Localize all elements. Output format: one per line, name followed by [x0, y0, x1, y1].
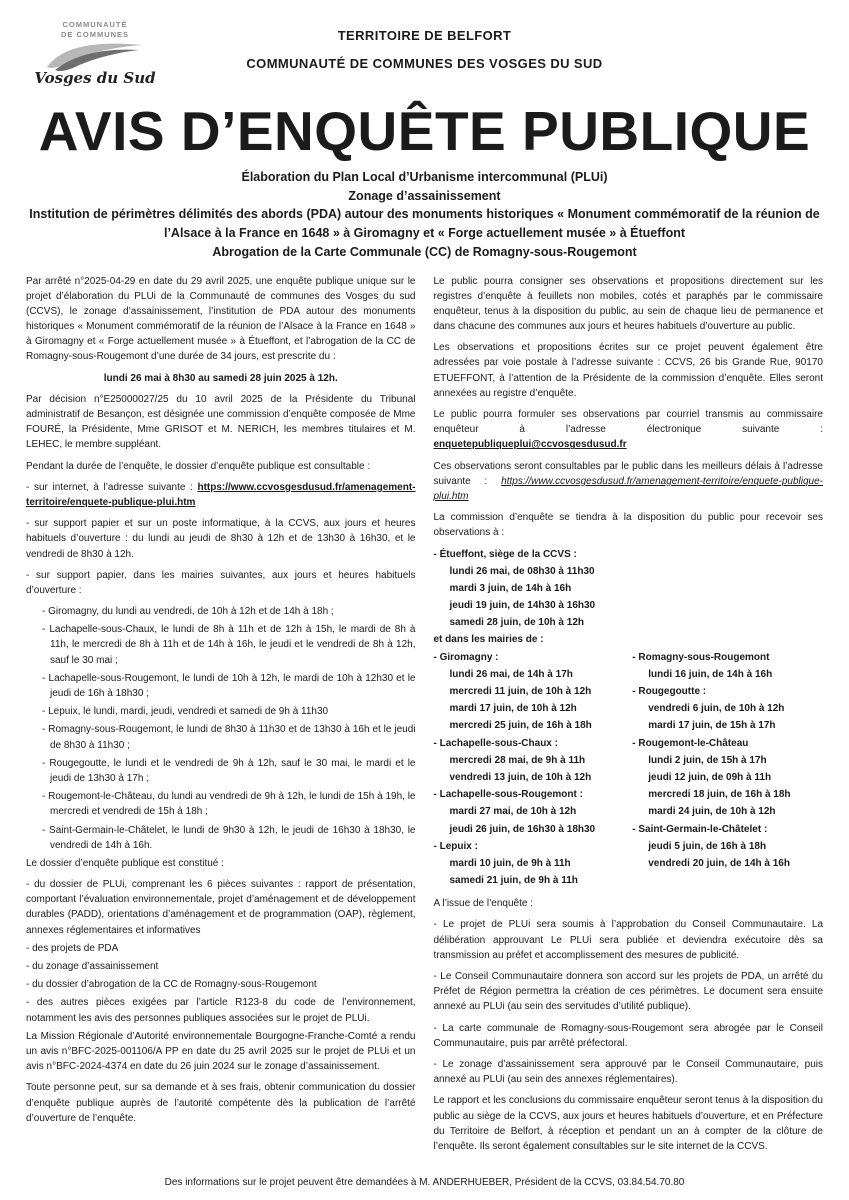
dossier-items-list — [26, 877, 416, 1026]
logo-org-line2: DE COMMUNES — [60, 29, 130, 39]
lachapelle-sous-chaux-time: mercredi 28 mai, de 9h à 11h — [449, 754, 586, 766]
venue-lachapelle-sous-rougemont: - Lachapelle-sous-Rougemont : — [433, 789, 583, 801]
paragraph-consultables — [434, 459, 824, 505]
rougegoutte-time: vendredi 6 juin, de 10h à 12h — [648, 703, 785, 715]
masthead — [26, 20, 823, 98]
issue-item-zonage: - Le zonage d’assainissement sera approuvé par le Conseil Communautaire, puis annexé au PLUi (au sein des annexes réglementaires). — [433, 1058, 823, 1086]
lachapelle-sous-rougemont-time: jeudi 26 juin, de 16h30 à 18h30 — [449, 823, 596, 835]
list-item-rougemont-le-chateau: - Rougemont-le-Château, du lundi au vendredi de 9h à 12h, le lundi de 15h à 19h, le mercredi et vendredi de 15h à 18h ; — [42, 791, 416, 818]
wave-swoosh-icon — [43, 41, 147, 71]
two-column-body — [26, 274, 823, 1161]
etueffont-time: lundi 26 mai, de 08h30 à 11h30 — [449, 565, 595, 577]
lepuix-time: samedi 21 juin, de 9h à 11h — [449, 875, 578, 887]
venue-etueffont: - Étueffont, siège de la CCVS : — [433, 548, 577, 560]
paragraph-issue-intro: A l’issue de l’enquête : — [433, 898, 534, 910]
subtitle-pda: Institution de périmètres délimités des abords (PDA) autour des monuments historiques « Monument commémoratif de la réunion de l’Alsace à la France en 1648 » à Giromagny et « Forge actuellement musée » à Étueffont — [29, 207, 820, 240]
saint-germain-time: vendredi 20 juin, de 14h à 16h — [648, 857, 790, 869]
rougemont-le-chateau-time: mercredi 18 juin, de 16h à 18h — [648, 789, 791, 801]
commission-schedule — [434, 547, 824, 891]
header-community: COMMUNAUTÉ DE COMMUNES DES VOSGES DU SUD — [246, 56, 603, 71]
dossier-item-pda: - des projets de PDA — [26, 942, 119, 954]
left-column — [26, 274, 416, 1161]
giromagny-time: mercredi 25 juin, de 16h à 18h — [449, 720, 592, 732]
schedule-subcolumns — [434, 650, 824, 891]
paragraph-communication: Toute personne peut, sur sa demande et à ses frais, obtenir communication du dossier d’enquête publique auprès de l’autorité compétente dès la publication de l’arrêté d’ouverture de l’enquête. — [26, 1082, 416, 1124]
bullet-papier-mairies: - sur support papier, dans les mairies suivantes, aux jours et heures habituels d’ouverture : — [26, 569, 416, 596]
inquiry-dates: lundi 26 mai à 8h30 au samedi 28 juin 2025 à 12h. — [103, 372, 338, 384]
footer-contact: Des informations sur le projet peuvent être demandées à M. ANDERHUEBER, Président de la CCVS, 03.84.54.70.80 — [164, 1177, 685, 1188]
paragraph-arrete: Par arrêté n°2025-04-29 en date du 29 avril 2025, une enquête publique unique sur le projet d’élaboration du PLUi de la Communauté de communes des Vosges du sud (CCVS), le zonage d’assainissement, l’institution de PDA autour des monuments historiques « Monument commémoratif de la réunion de l’Alsace à la France en 1648 » à Giromagny et « Forge actuellement musée » à Étueffont, et l’abrogation de la CC de Romagny-sous-Rougemont d’une durée de 34 jours, est prescrite du : — [26, 275, 416, 363]
venue-lachapelle-sous-chaux: - Lachapelle-sous-Chaux : — [433, 737, 558, 749]
bullet-internet-text: - sur internet, à l’adresse suivante : — [26, 481, 198, 493]
rougemont-le-chateau-time: mardi 24 juin, de 10h à 12h — [648, 806, 776, 818]
venue-rougemont-le-chateau: - Rougemont-le-Château — [632, 737, 749, 749]
subtitle-abrogation: Abrogation de la Carte Communale (CC) de Romagny-sous-Rougemont — [212, 244, 637, 259]
ccvs-logo — [34, 20, 156, 87]
romagny-time: lundi 16 juin, de 14h à 16h — [648, 668, 773, 680]
rougemont-le-chateau-time: jeudi 12 juin, de 09h à 11h — [648, 771, 772, 783]
paragraph-decision: Par décision n°E25000027/25 du 10 avril 2025 de la Présidente du Tribunal administratif de Besançon, est désignée une commission d’enquête composée de Mme FOURÉ, la Présidente, Mme GRISOT et M. NERICH, les membres titulaires et M. LEHEC, le membre suppléant. — [26, 393, 416, 451]
venue-rougegoutte: - Rougegoutte : — [632, 686, 707, 697]
paragraph-courriel — [434, 407, 824, 453]
header-territory: TERRITOIRE DE BELFORT — [337, 28, 512, 43]
list-item-rougegoutte: - Rougegoutte, le lundi et le vendredi de 9h à 12h, sauf le 30 mai, le mardi et le jeudi de 13h30 à 17h ; — [42, 757, 416, 784]
venue-giromagny: - Giromagny : — [433, 651, 499, 663]
giromagny-time: mercredi 11 juin, de 10h à 12h — [449, 686, 592, 697]
list-item-romagny: - Romagny-sous-Rougemont, le lundi de 8h30 à 11h30 et de 13h30 à 16h et le jeudi de 8h30 à 11h30 ; — [42, 724, 416, 751]
logo-name: Vosges du Sud — [34, 68, 156, 87]
list-item-lepuix: - Lepuix, le lundi, mardi, jeudi, vendredi et samedi de 9h à 11h30 — [42, 706, 329, 718]
subtitle-zonage: Zonage d’assainissement — [348, 188, 501, 203]
paragraph-registres: Le public pourra consigner ses observations et propositions directement sur les registres d’enquête à feuillets non mobiles, cotés et paraphés par le commissaire enquêteur, tenus à la disposition du public, au sein de chaque lieu de permanence et dans chacune des communes aux jours et heures habituels d’ouverture au public. — [433, 275, 823, 333]
paragraph-courriel-text: Le public pourra formuler ses observations par courriel transmis au commissaire enquêteur à l’adresse électronique suivante : — [433, 409, 823, 436]
venue-saint-germain: - Saint-Germain-le-Châtelet : — [632, 823, 768, 835]
etueffont-time: jeudi 19 juin, de 14h30 à 16h30 — [449, 600, 596, 612]
subtitle-plui: Élaboration du Plan Local d’Urbanisme intercommunal (PLUi) — [241, 169, 608, 184]
lepuix-time: mardi 10 juin, de 9h à 11h — [449, 857, 571, 869]
saint-germain-time: jeudi 5 juin, de 16h à 18h — [648, 840, 767, 852]
dossier-item-plui: - du dossier de PLUi, comprenant les 6 pièces suivantes : rapport de présentation, comportant l’évaluation environnementale, projet d’aménagement et de développement durables (PADD), orientations d’aménagement et de programmation (OAP), règlement, annexes réglementaires et informatives — [26, 879, 416, 936]
paragraph-rapport: Le rapport et les conclusions du commissaire enquêteur seront tenus à la disposition du public au siège de la CCVS, aux jours et heures habituels d’ouverture, et en Préfecture du Territoire de Belfort, à réception et pendant un an à compter de la clôture de l’enquête. Ils seront également consultables sur le site internet de la CCVS. — [433, 1095, 823, 1152]
issue-item-plui: - Le projet de PLUi sera soumis à l’approbation du Conseil Communautaire. La délibération approuvant Le PLUi sera publiée et deviendra exécutoire dès sa transmission au préfet et accomplissement des mesures de publicité. — [433, 919, 823, 961]
bullet-internet — [26, 480, 416, 510]
mairies-schedule-intro: et dans les mairies de : — [433, 634, 544, 646]
list-item-saint-germain: - Saint-Germain-le-Châtelet, le lundi de 9h30 à 12h, le jeudi de 16h30 à 18h30, le vendredi de 14h à 16h. — [42, 824, 416, 851]
observations-url-link[interactable]: https://www.ccvosgesdusud.fr/amenagement-territoire/enquete-publique-plui.htm — [433, 475, 823, 502]
paragraph-consultable-intro: Pendant la durée de l’enquête, le dossier d’enquête publique est consultable : — [26, 460, 371, 472]
right-column — [434, 274, 824, 1161]
page-title: AVIS D’ENQUÊTE PUBLIQUE — [38, 100, 811, 162]
etueffont-time: mardi 3 juin, de 14h à 16h — [449, 582, 572, 594]
paragraph-voie-postale: Les observations et propositions écrites sur ce projet peuvent également être adressées par voie postale à l’adresse suivante : CCVS, 26 bis Grande Rue, 90170 ETUEFFONT, à l’attention de la Présidente de la commission d’enquête. Elles seront annexées au registre d’enquête. — [433, 342, 823, 399]
rougegoutte-time: mardi 17 juin, de 15h à 17h — [648, 720, 776, 732]
paragraph-commission-intro: La commission d’enquête se tiendra à la disposition du public pour recevoir ses observations à : — [433, 512, 823, 539]
email-link[interactable]: enquetepubliqueplui@ccvosgesdusud.fr — [433, 439, 627, 451]
rougemont-le-chateau-time: lundi 2 juin, de 15h à 17h — [648, 754, 767, 766]
giromagny-time: mardi 17 juin, de 10h à 12h — [449, 703, 577, 715]
issue-item-pda: - Le Conseil Communautaire donnera son accord sur les projets de PDA, un arrêté du Préfet de Région permettra la création de ces périmètres. Le document sera ensuite annexé au PLUi (au sein des servitudes d’utilité publique). — [433, 971, 823, 1013]
dossier-url-link[interactable]: https://www.ccvosgesdusud.fr/amenagement-territoire/enquete-publique-plui.htm — [26, 481, 416, 508]
lachapelle-sous-chaux-time: vendredi 13 juin, de 10h à 12h — [449, 771, 592, 783]
etueffont-time: samedi 28 juin, de 10h à 12h — [449, 617, 585, 629]
venue-romagny: - Romagny-sous-Rougemont — [632, 651, 770, 663]
giromagny-time: lundi 26 mai, de 14h à 17h — [449, 668, 573, 680]
list-item-lachapelle-sous-chaux: - Lachapelle-sous-Chaux, le lundi de 8h à 11h et de 12h à 15h, le mardi de 8h à 11h, le mercredi de 8h à 11h et de 14h à 16h, le jeudi et le vendredi de 8h à 12h, sauf le 30 mai ; — [42, 624, 416, 666]
list-item-lachapelle-sous-rougemont: - Lachapelle-sous-Rougemont, le lundi de 10h à 12h, le mardi de 10h à 12h30 et le jeudi de 16h à 18h30 ; — [42, 672, 416, 699]
logo-org-text — [34, 20, 156, 40]
dossier-item-zonage: - du zonage d’assainissement — [26, 961, 159, 972]
venue-lepuix: - Lepuix : — [433, 840, 478, 852]
logo-org-line1: COMMUNAUTÉ — [62, 20, 128, 29]
dossier-item-autres: - des autres pièces exigées par l’article R123-8 du code de l’environnement, notamment les avis des personnes publiques associées sur le projet de PLUi. — [26, 997, 416, 1024]
schedule-subcolumn-right — [632, 650, 823, 891]
subtitle-block — [26, 168, 823, 262]
schedule-subcolumn-left — [434, 650, 625, 891]
bullet-papier-poste: - sur support papier et sur un poste informatique, à la CCVS, aux jours et heures habituels d’ouverture : du lundi au jeudi de 8h30 à 12h et de 13h30 à 16h30, et le vendredi de 8h30 à 12h. — [26, 518, 416, 560]
dossier-item-abrogation: - du dossier d’abrogation de la CC de Romagny-sous-Rougemont — [26, 979, 317, 991]
mairies-consultation-list — [26, 604, 416, 853]
lachapelle-sous-rougemont-time: mardi 27 mai, de 10h à 12h — [449, 806, 577, 818]
issue-item-carte-communale: - La carte communale de Romagny-sous-Rougemont sera abrogée par le Conseil Communautaire, puis par arrêté préfectoral. — [433, 1022, 823, 1049]
list-item-giromagny: - Giromagny, du lundi au vendredi, de 10h à 12h et de 14h à 18h ; — [42, 606, 334, 618]
paragraph-dossier-intro: Le dossier d’enquête publique est constitué : — [26, 857, 224, 869]
paragraph-consultables-text: Ces observations seront consultables par le public dans les meilleurs délais à l’adresse suivante : — [433, 460, 823, 487]
paragraph-mrae: La Mission Régionale d’Autorité environnementale Bourgogne-Franche-Comté a rendu un avis n°BFC-2025-001106/A PP en date du 25 avril 2025 sur le projet de PLUi et un avis n°BFC-2024-4374 en date du 26 juin 2024 sur le zonage d’assainissement. — [26, 1030, 416, 1073]
